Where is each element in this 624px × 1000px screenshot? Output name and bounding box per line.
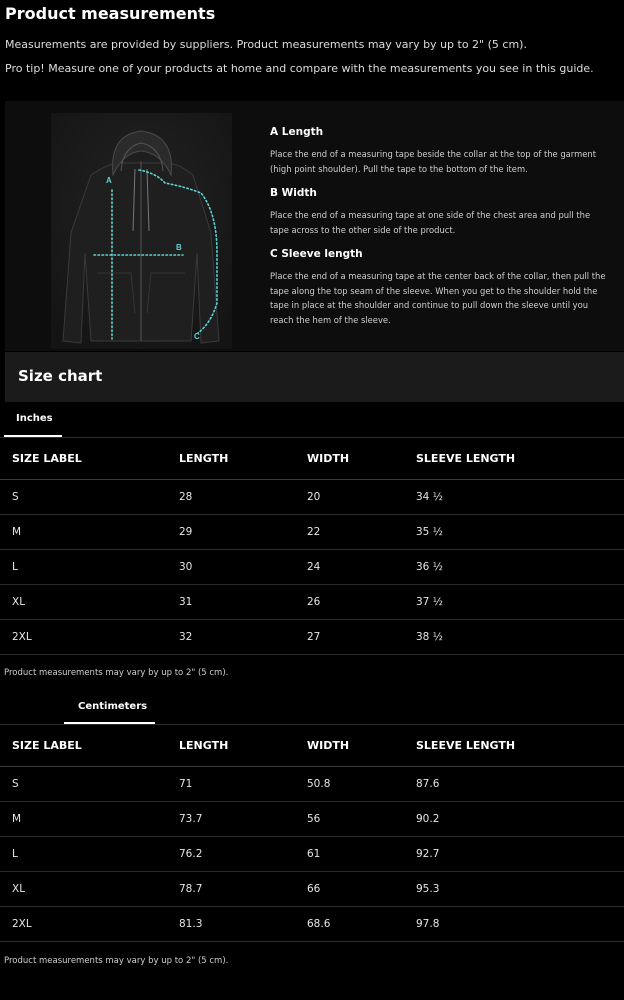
table-row [0,515,624,550]
length-cell: 73.7 [179,813,203,825]
size-label-cell: 2XL [12,631,32,643]
def-heading-length: A Length [270,126,324,138]
size-label-cell: M [12,813,22,825]
sleeve-length-cell: 34 ½ [416,491,443,503]
size-table-inches [0,437,624,655]
tab-inches[interactable]: Inches [16,413,53,424]
inches-footnote: Product measurements may vary by up to 2" (5 cm). [4,668,229,678]
table-row [0,550,624,585]
size-label-cell: 2XL [12,918,32,930]
sleeve-length-cell: 92.7 [416,848,440,860]
column-header-sleeve-length: SLEEVE LENGTH [416,452,516,465]
sleeve-length-cell: 97.8 [416,918,440,930]
column-header-length: LENGTH [179,452,229,465]
table-row [0,620,624,655]
marker-c: C [194,332,200,341]
sleeve-length-cell: 36 ½ [416,561,443,573]
size-table-centimeters [0,724,624,942]
width-cell: 61 [307,848,321,860]
hoodie-illustration [51,113,232,349]
size-chart-header [5,352,624,402]
marker-a: A [106,176,112,185]
def-text-length: Place the end of a measuring tape beside the collar at the top of the garment (high point shoulder). Pull the tape to the bottom of the item. [270,149,596,174]
width-cell: 24 [307,561,321,573]
measurement-definitions [270,125,610,327]
column-header-size-label: SIZE LABEL [12,452,82,465]
table-row [0,480,624,515]
width-cell: 66 [307,883,321,895]
size-label-cell: XL [12,596,26,608]
table-row [0,872,624,907]
length-cell: 76.2 [179,848,203,860]
width-cell: 68.6 [307,918,331,930]
length-cell: 28 [179,491,193,503]
column-header-length: LENGTH [179,739,229,752]
width-cell: 27 [307,631,321,643]
table-header-row [0,724,624,767]
table-row [0,907,624,942]
size-label-cell: S [12,778,19,790]
size-label-cell: L [12,561,18,573]
measurement-guide [5,101,624,351]
marker-b: B [176,243,182,252]
sleeve-length-cell: 90.2 [416,813,440,825]
length-cell: 32 [179,631,193,643]
size-label-cell: M [12,526,22,538]
size-chart-title: Size chart [18,367,103,385]
table-row [0,767,624,802]
table-row [0,585,624,620]
width-cell: 50.8 [307,778,331,790]
sleeve-length-cell: 37 ½ [416,596,443,608]
column-header-size-label: SIZE LABEL [12,739,82,752]
def-text-width: Place the end of a measuring tape at one side of the chest area and pull the tape across to the other side of the product. [270,210,591,235]
column-header-width: WIDTH [307,452,350,465]
width-cell: 20 [307,491,321,503]
tab-centimeters[interactable]: Centimeters [78,701,148,712]
length-cell: 71 [179,778,193,790]
length-cell: 31 [179,596,193,608]
centimeters-footnote: Product measurements may vary by up to 2" (5 cm). [4,956,229,966]
size-label-cell: L [12,848,18,860]
hoodie-measurement-image [51,113,232,349]
intro-text: Measurements are provided by suppliers. Product measurements may vary by up to 2" (5 cm). [5,38,527,51]
sleeve-length-cell: 38 ½ [416,631,443,643]
size-label-cell: S [12,491,19,503]
length-cell: 29 [179,526,193,538]
pro-tip-text: Pro tip! Measure one of your products at home and compare with the measurements you see in this guide. [5,62,594,75]
sleeve-length-cell: 35 ½ [416,526,443,538]
sleeve-length-cell: 95.3 [416,883,440,895]
length-cell: 30 [179,561,193,573]
size-label-cell: XL [12,883,26,895]
width-cell: 56 [307,813,321,825]
width-cell: 22 [307,526,321,538]
def-heading-sleeve: C Sleeve length [270,248,363,260]
sleeve-length-cell: 87.6 [416,778,440,790]
def-heading-width: B Width [270,187,317,199]
page-title: Product measurements [5,4,216,23]
width-cell: 26 [307,596,321,608]
column-header-sleeve-length: SLEEVE LENGTH [416,739,516,752]
length-cell: 78.7 [179,883,203,895]
length-cell: 81.3 [179,918,203,930]
table-row [0,802,624,837]
column-header-width: WIDTH [307,739,350,752]
table-header-row [0,437,624,480]
table-row [0,837,624,872]
def-text-sleeve: Place the end of a measuring tape at the center back of the collar, then pull the tape along the top seam of the sleeve. When you get to the shoulder hold the tape in place at the shoulder and continue to pull down the sleeve until you reach the hem of the sleeve. [270,271,606,325]
